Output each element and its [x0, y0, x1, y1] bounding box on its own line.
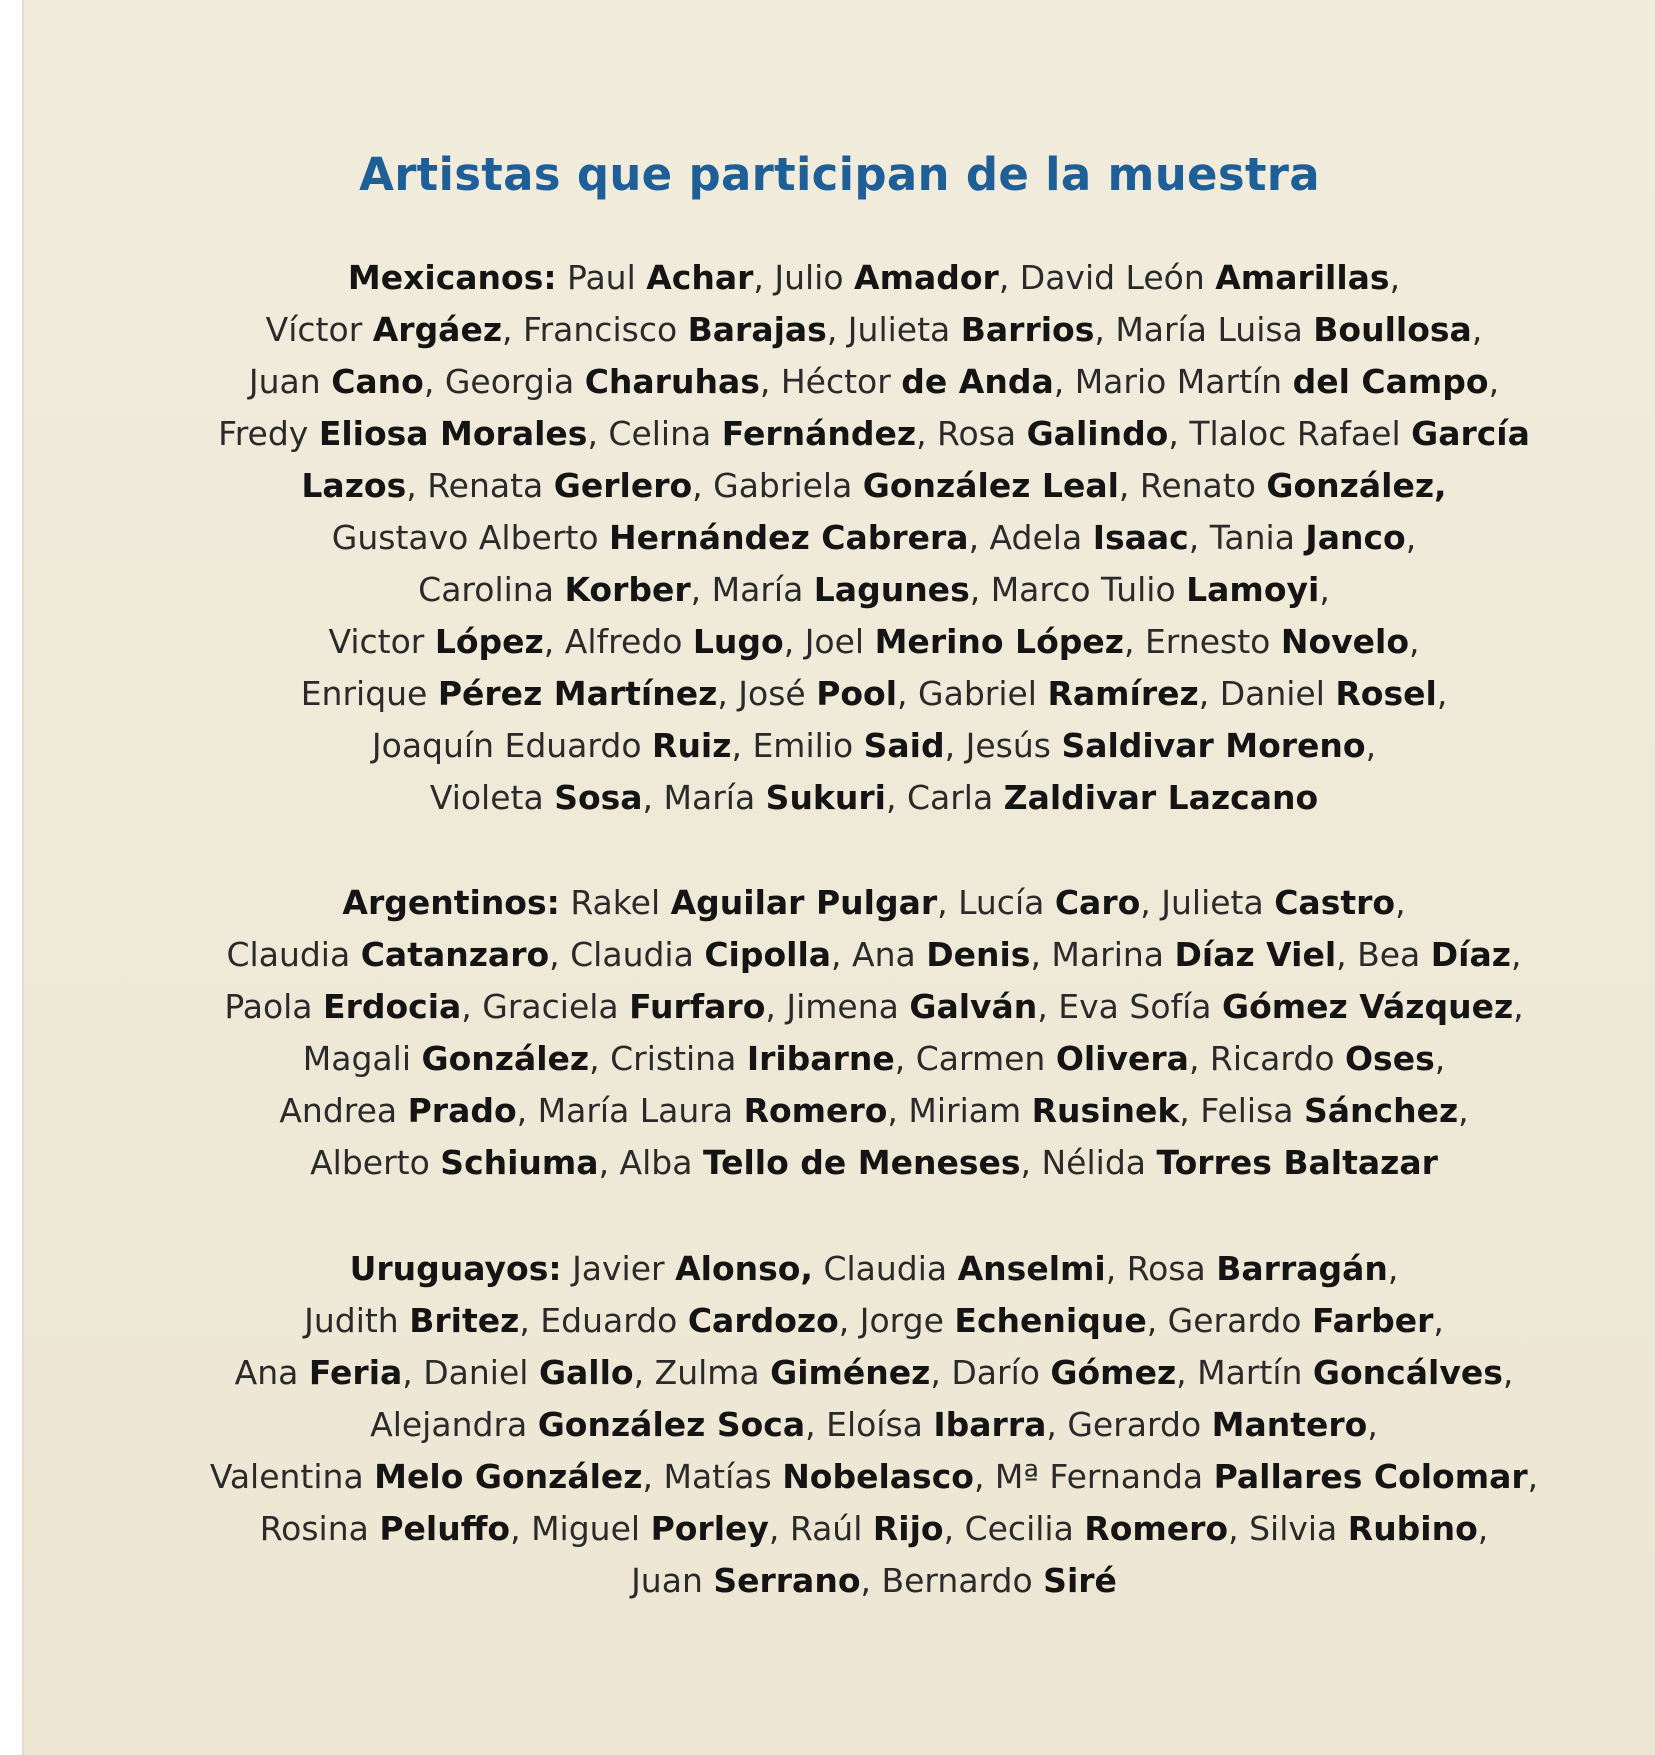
artist-surname: Olivera [1055, 1039, 1189, 1078]
artist-surname: García [1411, 414, 1530, 453]
artist-surname: Lamoyi [1186, 570, 1320, 609]
section-heading: Mexicanos: [347, 258, 557, 297]
artist-text: , [1502, 1353, 1514, 1392]
artist-surname: Farber [1311, 1301, 1434, 1340]
artist-surname: Denis [926, 935, 1031, 974]
artist-surname: Aguilar Pulgar [670, 883, 938, 922]
artist-text: , Graciela [461, 987, 630, 1026]
artist-text: Judith [304, 1301, 410, 1340]
artist-text: , Rosa [916, 414, 1027, 453]
artist-surname: Romero [743, 1091, 888, 1130]
artist-line [174, 929, 1574, 981]
artist-text: , Eva Sofía [1037, 987, 1223, 1026]
section-mexicanos [174, 252, 1574, 824]
artist-surname: López [434, 622, 544, 661]
artist-surname: Argáez [372, 310, 503, 349]
artist-text: , [1488, 362, 1500, 401]
artist-line [174, 408, 1574, 460]
artist-text: , Lucía [937, 883, 1055, 922]
artist-text: , [1433, 1301, 1444, 1340]
artist-surname: Korber [564, 570, 691, 609]
artist-text: Joaquín Eduardo [371, 726, 653, 765]
artist-text: , Gabriel [897, 674, 1048, 713]
artist-surname: Gómez Vázquez [1222, 987, 1514, 1026]
artist-surname: Alonso, [675, 1249, 813, 1288]
artist-text: , Marco Tulio [969, 570, 1187, 609]
artist-surname: Eliosa Morales [318, 414, 588, 453]
artist-text: , [1409, 622, 1420, 661]
artist-line [174, 1399, 1574, 1451]
artist-text: , Héctor [759, 362, 902, 401]
artist-text: , Renato [1118, 466, 1267, 505]
artist-text: , Tania [1188, 518, 1306, 557]
artist-text: , Daniel [1198, 674, 1336, 713]
artist-text: , [1405, 518, 1417, 557]
artist-surname: González Soca [537, 1405, 806, 1444]
artist-text: , Miguel [510, 1509, 651, 1548]
artist-text: , [1458, 1091, 1469, 1130]
artist-surname: Iribarne [746, 1039, 895, 1078]
artist-text: , Alfredo [543, 622, 693, 661]
artist-surname: Ruiz [652, 726, 732, 765]
artist-surname: Furfaro [629, 987, 766, 1026]
artist-surname: Lagunes [813, 570, 970, 609]
artist-line [174, 1555, 1574, 1607]
artist-text: Claudia [812, 1249, 958, 1288]
artist-text: Magali [302, 1039, 422, 1078]
artist-text: Víctor [265, 310, 373, 349]
artist-text: , Emilio [731, 726, 864, 765]
artist-text: , Celina [587, 414, 722, 453]
artist-text: , Bea [1336, 935, 1431, 974]
artist-line [174, 877, 1574, 929]
artist-text: , Carla [885, 778, 1004, 817]
artist-surname: Siré [1043, 1561, 1117, 1600]
section-heading: Uruguayos: [349, 1249, 562, 1288]
artist-surname: Cano [331, 362, 424, 401]
artist-text: , David León [998, 258, 1216, 297]
artist-text: , Jesús [944, 726, 1062, 765]
artist-surname: Said [863, 726, 945, 765]
artist-surname: Castro [1274, 883, 1396, 922]
artist-surname: Gómez [1050, 1353, 1177, 1392]
artist-text: , Claudia [549, 935, 705, 974]
artist-text: , [1471, 310, 1483, 349]
artist-surname: Rusinek [1031, 1091, 1180, 1130]
artist-text: , Julieta [826, 310, 961, 349]
artist-text: Alberto [310, 1143, 441, 1182]
artist-text: , [1477, 1509, 1489, 1548]
artist-text: , Zulma [633, 1353, 771, 1392]
artist-text: , Joel [783, 622, 875, 661]
artist-text: , María Luisa [1094, 310, 1314, 349]
artist-text: , [1434, 1039, 1446, 1078]
artist-text: , [1365, 726, 1377, 765]
artist-text: , Raúl [768, 1509, 873, 1548]
artist-text: Javier [561, 1249, 676, 1288]
artist-line [174, 356, 1574, 408]
artist-surname: Giménez [770, 1353, 931, 1392]
artist-text: , Cecilia [943, 1509, 1085, 1548]
artist-text: , [1319, 570, 1330, 609]
artist-text: , Martín [1176, 1353, 1313, 1392]
artist-text: Carolina [418, 570, 565, 609]
artist-line [174, 1033, 1574, 1085]
artist-text: , [1527, 1457, 1539, 1496]
artist-surname: Caro [1054, 883, 1141, 922]
artist-surname: de Anda [901, 362, 1054, 401]
artist-surname: Cardozo [687, 1301, 839, 1340]
artist-surname: González, [1266, 466, 1447, 505]
artist-surname: Lugo [692, 622, 784, 661]
section-uruguayos [174, 1243, 1574, 1607]
artist-surname: Ibarra [933, 1405, 1047, 1444]
artist-text: , Mª Fernanda [973, 1457, 1214, 1496]
artist-text: , Ernesto [1123, 622, 1281, 661]
artist-text: , Ricardo [1188, 1039, 1345, 1078]
artist-surname: Zaldivar Lazcano [1003, 778, 1319, 817]
section-heading: Argentinos: [342, 883, 560, 922]
artist-line [174, 564, 1574, 616]
artist-text: , [1387, 1249, 1399, 1288]
artist-text: Paul [556, 258, 647, 297]
artist-surname: Oses [1345, 1039, 1435, 1078]
artist-surname: Novelo [1280, 622, 1409, 661]
artist-line [174, 252, 1574, 304]
artist-surname: Feria [308, 1353, 403, 1392]
artist-surname: Galindo [1026, 414, 1169, 453]
artist-text: Fredy [218, 414, 319, 453]
page-title: Artistas que participan de la muestra [359, 148, 1320, 202]
artist-surname: Cipolla [704, 935, 832, 974]
artist-surname: Tello de Meneses [702, 1143, 1021, 1182]
artist-surname: Amador [854, 258, 999, 297]
artist-surname: Fernández [721, 414, 917, 453]
artist-surname: Torres Baltazar [1156, 1143, 1438, 1182]
artist-line [174, 772, 1574, 824]
artist-text: , Mario Martín [1053, 362, 1293, 401]
artist-text: , Cristina [589, 1039, 747, 1078]
artist-surname: Rosel [1335, 674, 1437, 713]
artist-text: , Georgia [423, 362, 585, 401]
artist-text: , [1510, 935, 1522, 974]
artist-line [174, 616, 1574, 668]
artist-text: Gustavo Alberto [331, 518, 610, 557]
artist-surname: Merino López [874, 622, 1124, 661]
artist-text: , José [717, 674, 817, 713]
artist-text: , Eduardo [519, 1301, 688, 1340]
artist-line [174, 668, 1574, 720]
artist-text: Andrea [279, 1091, 408, 1130]
artist-surname: del Campo [1292, 362, 1489, 401]
artist-surname: Saldivar Moreno [1061, 726, 1366, 765]
artist-surname: Romero [1084, 1509, 1229, 1548]
artist-text: Alejandra [370, 1405, 538, 1444]
artist-surname: Pérez Martínez [437, 674, 718, 713]
artist-text: , Tlaloc Rafael [1168, 414, 1412, 453]
artist-text: , Francisco [502, 310, 688, 349]
artist-line [174, 981, 1574, 1033]
artist-line [174, 460, 1574, 512]
artist-surname: Sukuri [765, 778, 886, 817]
artist-text: , Gabriela [692, 466, 863, 505]
artist-text: Enrique [300, 674, 438, 713]
artist-surname: Rubino [1347, 1509, 1478, 1548]
artist-surname: Sosa [554, 778, 643, 817]
artist-line [174, 1295, 1574, 1347]
artist-text: , Carmen [894, 1039, 1056, 1078]
artist-surname: Nobelasco [782, 1457, 974, 1496]
artist-text: Claudia [226, 935, 361, 974]
artist-line [174, 1347, 1574, 1399]
artist-surname: Sánchez [1304, 1091, 1459, 1130]
artist-text: , Daniel [402, 1353, 539, 1392]
artist-text: Victor [328, 622, 435, 661]
artist-line [174, 304, 1574, 356]
brochure-page [22, 0, 1655, 1755]
artist-text: , Gerardo [1046, 1405, 1212, 1444]
artist-surname: Prado [407, 1091, 517, 1130]
artist-surname: Anselmi [957, 1249, 1106, 1288]
artist-surname: Mantero [1211, 1405, 1368, 1444]
artist-text: , Miriam [887, 1091, 1032, 1130]
artist-surname: Rijo [872, 1509, 944, 1548]
artist-text: Valentina [209, 1457, 375, 1496]
artist-text: , Bernardo [860, 1561, 1044, 1600]
artist-text: , Silvia [1228, 1509, 1348, 1548]
artist-surname: Catanzaro [360, 935, 550, 974]
artist-surname: Goncálves [1312, 1353, 1503, 1392]
artist-text: , Jimena [765, 987, 910, 1026]
artist-text: , [1395, 883, 1406, 922]
artist-text: , [1513, 987, 1524, 1026]
artist-text: , Gerardo [1146, 1301, 1312, 1340]
artist-surname: Hernández Cabrera [609, 518, 969, 557]
artist-surname: González [421, 1039, 590, 1078]
artist-text: , Matías [642, 1457, 783, 1496]
artist-text: , [1367, 1405, 1378, 1444]
artist-surname: Isaac [1092, 518, 1189, 557]
artist-surname: Ramírez [1047, 674, 1199, 713]
artist-text: , Marina [1030, 935, 1175, 974]
artist-text: Violeta [429, 778, 555, 817]
artist-text: , Alba [598, 1143, 703, 1182]
artist-text: , Julieta [1140, 883, 1275, 922]
artist-surname: Gerlero [553, 466, 693, 505]
artist-line [174, 1451, 1574, 1503]
artist-text: , Renata [406, 466, 554, 505]
artist-text: , Julio [753, 258, 855, 297]
artist-surname: Britez [409, 1301, 520, 1340]
artist-line [174, 1503, 1574, 1555]
artist-surname: Porley [650, 1509, 769, 1548]
artist-surname: Barragán [1216, 1249, 1388, 1288]
artist-line [174, 1137, 1574, 1189]
artist-surname: Peluffo [379, 1509, 511, 1548]
artist-surname: Janco [1305, 518, 1406, 557]
artist-text: , Eloísa [805, 1405, 934, 1444]
artist-surname: Amarillas [1215, 258, 1390, 297]
artist-surname: Díaz Viel [1174, 935, 1337, 974]
artist-text: , [1436, 674, 1448, 713]
artist-surname: Erdocia [323, 987, 462, 1026]
artist-surname: Gallo [538, 1353, 634, 1392]
artist-surname: Pallares Colomar [1213, 1457, 1528, 1496]
artist-surname: Echenique [954, 1301, 1147, 1340]
artist-surname: Barajas [687, 310, 827, 349]
artist-line [174, 1085, 1574, 1137]
artist-surname: Díaz [1430, 935, 1511, 974]
artist-line [174, 720, 1574, 772]
artist-text: , [1389, 258, 1401, 297]
artist-surname: Lazos [301, 466, 407, 505]
artist-text: , Darío [930, 1353, 1051, 1392]
artist-text: Paola [224, 987, 324, 1026]
artist-surname: Charuhas [584, 362, 760, 401]
artist-text: Juan [248, 362, 332, 401]
artist-surname: Melo González [374, 1457, 643, 1496]
artist-text: , Nélida [1020, 1143, 1157, 1182]
artist-line [174, 512, 1574, 564]
artist-surname: Serrano [713, 1561, 861, 1600]
artist-text: , María Laura [516, 1091, 744, 1130]
artist-surname: Achar [646, 258, 754, 297]
artist-text: , María [642, 778, 766, 817]
artist-text: , Rosa [1105, 1249, 1217, 1288]
artist-surname: Pool [816, 674, 898, 713]
artist-text: , María [690, 570, 814, 609]
artist-text: Juan [631, 1561, 714, 1600]
artist-text: , Jorge [838, 1301, 955, 1340]
artist-surname: Galván [909, 987, 1038, 1026]
artist-text: Rakel [559, 883, 671, 922]
artist-text: Ana [234, 1353, 309, 1392]
artist-text: , Adela [968, 518, 1093, 557]
artist-surname: González Leal [862, 466, 1119, 505]
artist-surname: Schiuma [440, 1143, 599, 1182]
artist-surname: Boullosa [1313, 310, 1472, 349]
artist-surname: Barrios [960, 310, 1095, 349]
artist-text: Rosina [259, 1509, 380, 1548]
artist-text: , Felisa [1179, 1091, 1304, 1130]
artist-line [174, 1243, 1574, 1295]
artist-text: , Ana [831, 935, 927, 974]
section-argentinos [174, 877, 1574, 1189]
